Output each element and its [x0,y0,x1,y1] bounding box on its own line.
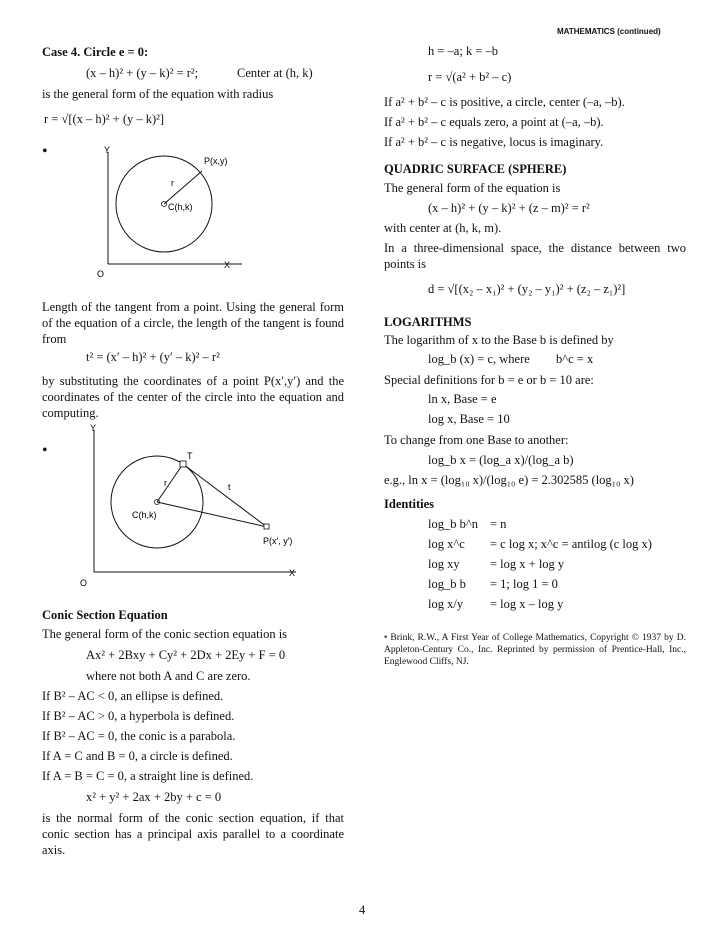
center-label: C(h,k) [132,510,157,520]
change-base-equation: log_b x = (log_a x)/(log_a b) [428,453,574,467]
identity-4-left: log_b b [428,577,466,591]
origin-label: O [97,269,105,279]
rule-hyperbola: If B² – AC > 0, a hyperbola is defined. [42,709,235,723]
identities-title: Identities [384,497,434,511]
case4-title: Case 4. Circle e = 0: [42,45,149,59]
y-axis-label: Y [104,145,111,155]
substitute-text: by substituting the coordinates of a point P(x′,y′) and the coordinates of the center of the circle into the equation and computing. [42,374,344,420]
conic-intro: The general form of the conic section equation is [42,627,288,641]
page-number: 4 [359,903,366,917]
normal-form-equation: x² + y² + 2ax + 2by + c = 0 [86,790,222,804]
general-form-text: is the general form of the equation with radius [42,87,274,101]
point-label: P(x,y) [204,156,228,166]
point-label: P(x′, y′) [263,536,293,546]
conic-equation: Ax² + 2Bxy + Cy² + 2Dx + 2Ey + F = 0 [86,648,286,662]
origin-label: O [80,578,88,588]
sphere-equation: (x – h)² + (y – k)² + (z – m)² = r² [428,201,590,215]
identity-1-right: = n [490,517,507,531]
y-axis-label: Y [90,423,97,433]
special-definitions-text: Special definitions for b = e or b = 10 are: [384,373,594,387]
condition-negative: If a² + b² – c is negative, locus is imaginary. [384,135,604,149]
identity-2-right: = c log x; x^c = antilog (c log x) [490,537,652,551]
external-point-marker [264,524,269,529]
center-label: C(h,k) [168,202,193,212]
condition-zero: If a² + b² – c equals zero, a point at (–a, –b). [384,115,604,129]
radius-line [157,464,183,502]
example-equation: e.g., ln x = (log₁₀ x)/(log₁₀ e) = 2.302585 (log₁₀ x) [384,473,634,487]
identity-3-right: = log x + log y [490,557,565,571]
normal-form-text: is the normal form of the conic section equation, if that conic section has a principal axis parallel to a coordinate axis. [42,811,344,857]
rule-parabola: If B² – AC = 0, the conic is a parabola. [42,729,236,743]
radius-label: r [171,178,174,188]
x-axis-label: X [224,260,231,270]
sphere-center: with center at (h, k, m). [384,221,502,235]
ln-definition: ln x, Base = e [428,392,497,406]
identity-1-left: log_b b^n [428,517,478,531]
case4-equation: (x – h)² + (y – k)² = r²; [86,66,199,80]
tangent-length-label: t [228,482,231,492]
tangent-point-marker [180,461,186,467]
distance-equation: d = √[(x₂ – x₁)² + (y₂ – y₁)² + (z₂ – z₁)²] [428,282,626,296]
bullet-2: • [42,442,48,459]
citation-footnote: • Brink, R.W., A First Year of College Mathematics, Copyright © 1937 by D. Appleton-Century Co., Inc. Reprinted by permission of Prentice-Hall, Inc., Englewood Cliffs, NJ. [384,633,686,667]
identity-5-right: = log x – log y [490,597,564,611]
circle-figure [80,144,260,284]
radius-line [164,171,202,204]
distance-text: In a three-dimensional space, the distance between two points is [384,241,686,271]
tangent-figure [60,420,310,592]
case4-center: Center at (h, k) [237,66,313,80]
log-definition-power: b^c = x [556,352,594,366]
identity-4-right: = 1; log 1 = 0 [490,577,558,591]
r-equation: r = √(a² + b² – c) [428,70,512,84]
log-intro: The logarithm of x to the Base b is defined by [384,333,614,347]
log10-definition: log x, Base = 10 [428,412,510,426]
x-axis-label: X [289,568,296,578]
radius-equation: r = √[(x – h)² + (y – k)²] [44,112,165,126]
sphere-title: QUADRIC SURFACE (SPHERE) [384,162,567,176]
sphere-intro: The general form of the equation is [384,181,561,195]
tangent-equation: t² = (x′ – h)² + (y′ – k)² – r² [86,350,220,364]
tangent-point-label: T [187,451,193,461]
identity-2-left: log x^c [428,537,465,551]
rule-circle: If A = C and B = 0, a circle is defined. [42,749,233,763]
radius-label: r [164,478,167,488]
tangent-text: Length of the tangent from a point. Using the general form of the equation of a circle, the length of the tangent is found from [42,300,344,346]
change-base-text: To change from one Base to another: [384,433,569,447]
conic-condition: where not both A and C are zero. [86,669,251,683]
rule-straight-line: If A = B = C = 0, a straight line is defined. [42,769,254,783]
logarithms-title: LOGARITHMS [384,315,472,329]
running-head: MATHEMATICS (continued) [557,27,661,36]
conic-title: Conic Section Equation [42,608,168,622]
rule-ellipse: If B² – AC < 0, an ellipse is defined. [42,689,224,703]
identity-3-left: log xy [428,557,460,571]
log-definition: log_b (x) = c, where [428,352,530,366]
hk-equation: h = –a; k = –b [428,44,498,58]
bullet-1: • [42,143,48,160]
condition-positive: If a² + b² – c is positive, a circle, center (–a, –b). [384,95,625,109]
identity-5-left: log x/y [428,597,464,611]
